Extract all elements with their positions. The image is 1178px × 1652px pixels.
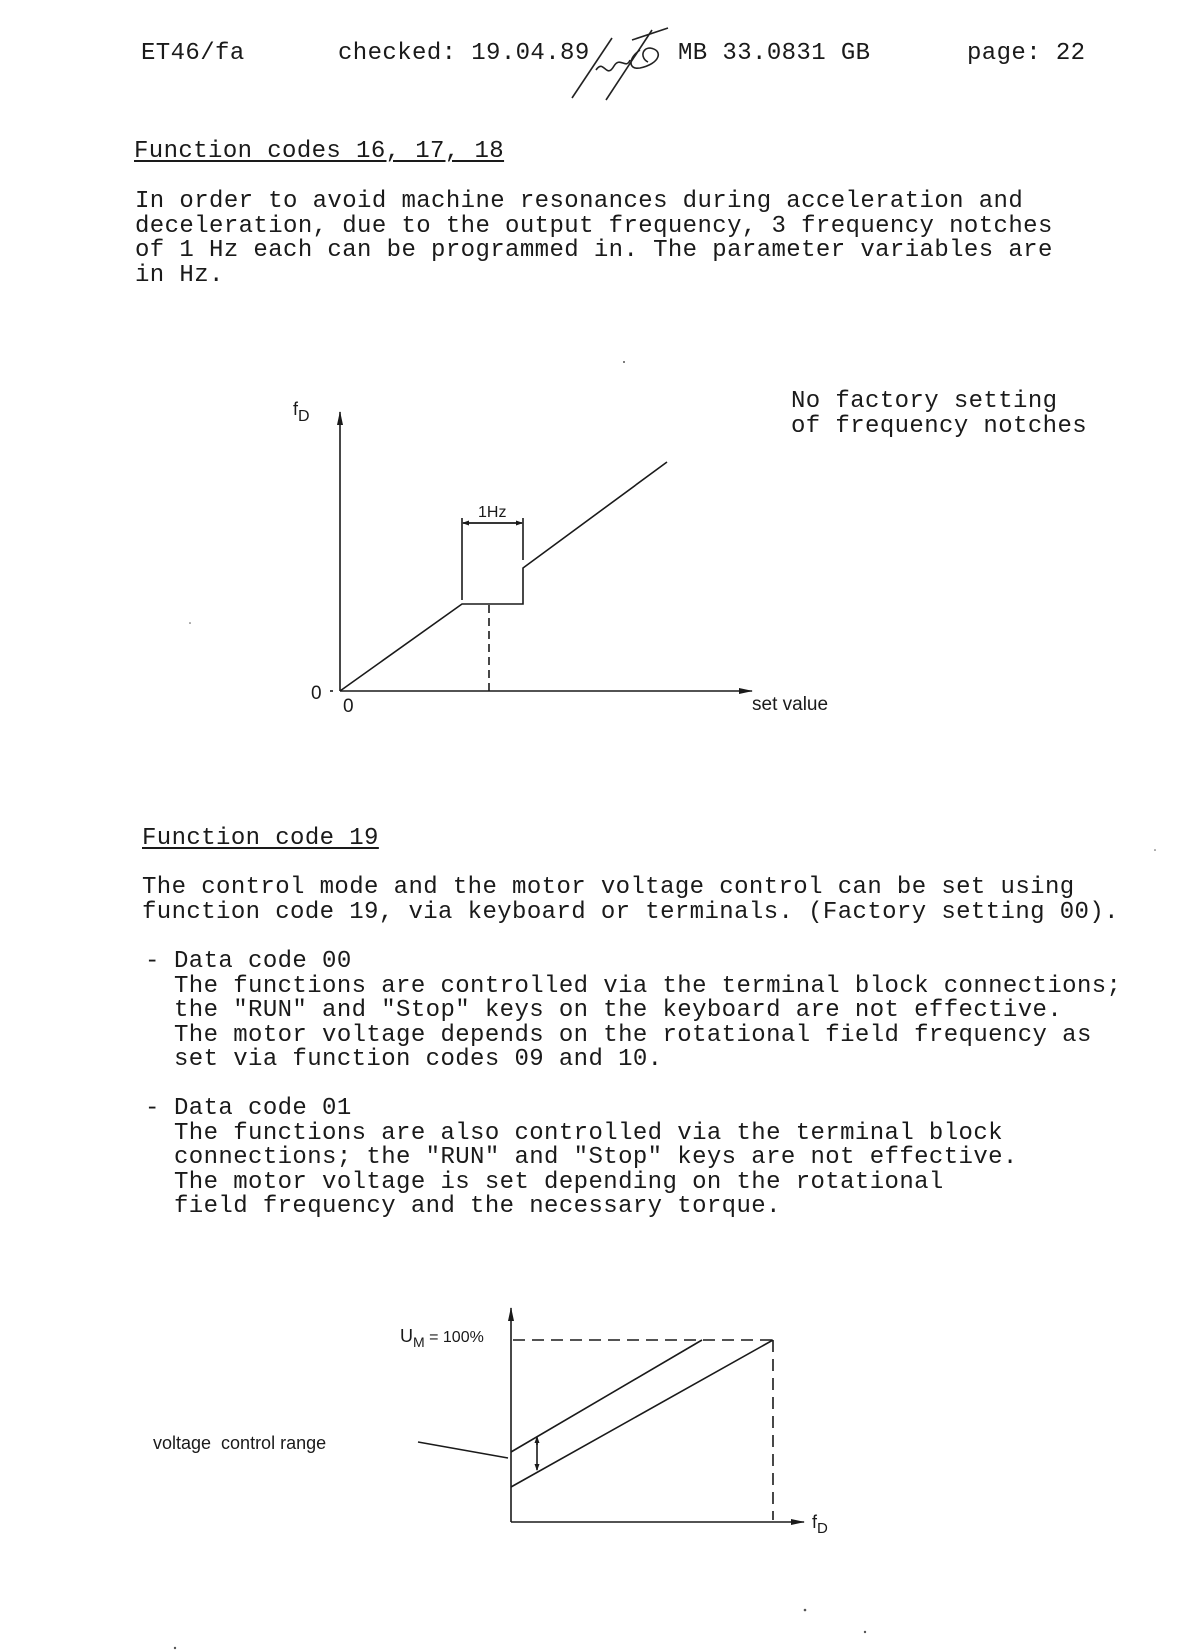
section-title-function-codes-16-18: Function codes 16, 17, 18 (134, 138, 505, 165)
paragraph-line: The control mode and the motor voltage control can be set using (142, 874, 1075, 901)
paragraph-line: function code 19, via keyboard or terminals. (Factory setting 00). (142, 898, 1119, 926)
data-code-line: The functions are also controlled via the terminal block (174, 1119, 1003, 1147)
page-number: page: 22 (967, 40, 1086, 67)
y-axis-label: $U_M = 100\%$ (400, 1326, 484, 1350)
lower-voltage-line (511, 1340, 773, 1487)
data-code-01-bullet: - (145, 1095, 160, 1122)
data-code-00-bullet: - (145, 948, 160, 975)
x-axis-label: $f_D$ (812, 1512, 828, 1537)
voltage-control-range-label: voltage control range (153, 1433, 327, 1453)
data-code-title: Data code 01 (174, 1095, 352, 1122)
handwritten-signature (572, 28, 668, 100)
notch-width-label: 1Hz (478, 504, 507, 521)
data-code-line: field frequency and the necessary torque. (174, 1193, 781, 1221)
paragraph-line: in Hz. (135, 261, 224, 289)
frequency-curve (340, 462, 667, 691)
data-code-line: connections; the "RUN" and "Stop" keys are not effective. (174, 1144, 1018, 1172)
frequency-notch-diagram (330, 412, 752, 691)
x-origin-label: 0 (343, 696, 354, 717)
data-code-line: The motor voltage is set depending on the rotational (174, 1168, 944, 1196)
data-code-line: The functions are controlled via the terminal block connections; (174, 972, 1122, 1000)
document-id: ET46/fa (141, 40, 245, 67)
x-axis-label: set value (752, 694, 829, 715)
paragraph-line: of 1 Hz each can be programmed in. The parameter variables are (135, 237, 1053, 265)
document-number: MB 33.0831 GB (678, 40, 871, 67)
note-line: No factory setting (791, 388, 1058, 415)
note-line: of frequency notches (791, 412, 1088, 440)
section-title-function-code-19: Function code 19 (142, 825, 379, 852)
data-code-title: Data code 00 (174, 948, 352, 975)
paragraph-line: In order to avoid machine resonances during acceleration and (135, 188, 1024, 215)
y-axis-label: fD (293, 399, 310, 425)
data-code-line: the "RUN" and "Stop" keys on the keyboard are not effective. (174, 997, 1063, 1025)
y-origin-label: 0 (311, 683, 322, 704)
checked-date: checked: 19.04.89 (338, 40, 590, 67)
scan-specks (174, 361, 1156, 1649)
data-code-line: set via function codes 09 and 10. (174, 1046, 663, 1074)
paragraph-line: deceleration, due to the output frequency, 3 frequency notches (135, 212, 1053, 240)
range-leader-line (418, 1442, 508, 1458)
data-code-line: The motor voltage depends on the rotational field frequency as (174, 1021, 1092, 1049)
